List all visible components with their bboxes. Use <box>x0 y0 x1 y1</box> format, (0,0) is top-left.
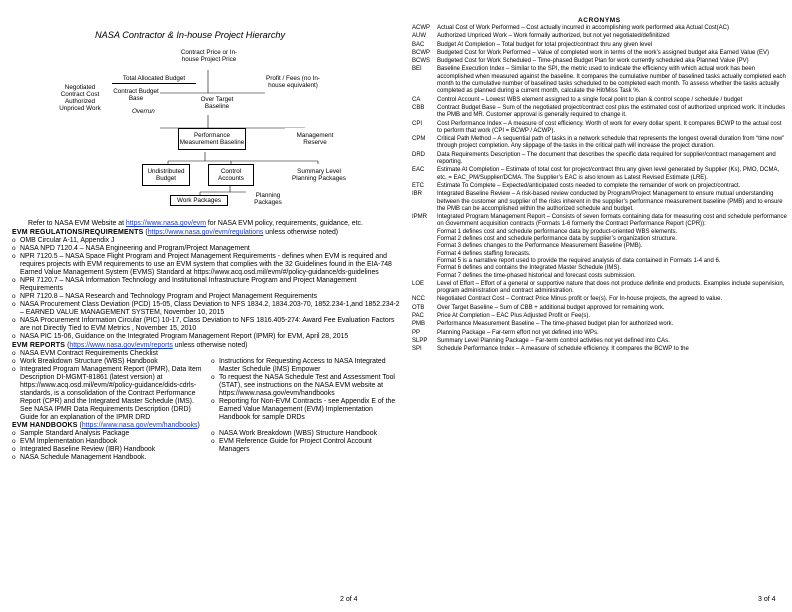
page-number-right: 3 of 4 <box>758 596 776 603</box>
acronym-definition: Budget At Completion – Total budget for total project/contract thru any given level <box>437 41 653 48</box>
handbooks-list-right <box>211 430 400 462</box>
acronym-row <box>412 152 788 167</box>
control-accounts-box: Control Accounts <box>208 164 254 186</box>
acronym-definition: Performance Measurement Baseline – The time-phased budget plan for authorized work. <box>437 321 674 328</box>
acronym-row <box>412 330 788 337</box>
reports-list-left <box>12 350 207 422</box>
list-item: o NPR 7120.8 – NASA Research and Technology Program and Project Management Requirements <box>12 293 400 301</box>
acronym-definition: Estimate To Complete – Expected/anticipated costs needed to complete the remainder of work on project/contract. <box>437 182 741 189</box>
acronym-row <box>412 346 788 353</box>
acronym-definition: Control Account – Lowest WBS element assigned to a single focal point to plan & control scope / schedule / budget <box>437 96 743 103</box>
acronym-row <box>412 305 788 312</box>
acronym-row <box>412 167 788 182</box>
intro-paragraph <box>12 220 400 228</box>
list-item: o Instructions for Requesting Access to NASA Integrated Master Schedule (IMS) Empower <box>211 358 400 374</box>
acronyms-list <box>412 25 788 354</box>
overrun-label: Overrun <box>132 108 155 115</box>
acronym-definition: Actual Cost of Work Performed – Cost actually incurred in accomplishing work performed aka Actual Cost(AC) <box>437 25 730 31</box>
list-item: o Integrated Program Management Report (IPMR), Data Item Description DI-MGMT-81861 (latest version) at https://www.acq.osd.mil/evm/#/policy-guidance/dids-cdrls-standards, is a consolidation of the Contract Performance Report (CPR) and the Integrated Master Schedule (IMS). See NASA IPMR Data Requirements Description (DRD) Guide for an explanation of the IPMR DRD <box>12 366 207 422</box>
over-target-baseline-box: Over Target Baseline <box>194 94 240 112</box>
management-reserve-box: Management Reserve <box>285 128 345 150</box>
acronym-definition: Level of Effort – Effort of a general or supportive nature that does not produce definite end products. Examples include supervision, program administration and contract administration. <box>437 280 785 295</box>
planning-packages-box: Planning Packages <box>246 190 290 208</box>
acronym-term: BEI <box>412 66 422 73</box>
reports-lists <box>12 350 400 422</box>
total-allocated-budget-box: Total Allocated Budget <box>112 73 196 84</box>
profit-fees-box: Profit / Fees (no In-house equivalent) <box>265 68 321 96</box>
acronym-definition: Summary Level Planning Package – Far-term control activities not yet defined into CAs. <box>437 337 670 344</box>
acronym-row <box>412 66 788 95</box>
acronym-definition: Integrated Program Management Report – Consists of seven formats containing data for measuring cost and schedule performance on Government acquisition contracts (Formats 1-6 formerly the Contract Performance Report (CPR)): Format 1 defines cost and schedule performance data by product-oriented WBS elements. Format 2 defines cost and schedule performance data by supplier’s organization structure. Format 3 defines changes to the Performance Measurement Baseline (PMB). Format 4 defines staffing forecasts. Format 5 is a narrative report used to provide the required analysis of data contained in Formats 1-4 and 6. Format 6 defines and contains the Integrated Master Schedule (IMS). Format 7 defines the time-phased historical and forecast costs submission. <box>437 214 787 279</box>
handbooks-list-left <box>12 430 207 462</box>
acronym-term: PMB <box>412 321 426 328</box>
acronym-term: PP <box>412 329 421 336</box>
list-item: o OMB Circular A-11, Appendix J <box>12 237 400 245</box>
acronym-term: CBB <box>412 104 425 111</box>
list-item: o To request the NASA Schedule Test and Assessment Tool (STAT), see instructions on the NASA EVM website at https://www.nasa.gov/evm/handbooks <box>211 374 400 398</box>
acronym-row <box>412 296 788 303</box>
list-item: o EVM Reference Guide for Project Control Account Managers <box>211 438 400 454</box>
acronym-term: BAC <box>412 41 425 48</box>
acronym-term: PAC <box>412 312 424 319</box>
acronym-term: CPI <box>412 120 423 127</box>
work-packages-box: Work Packages <box>170 195 228 206</box>
acronym-row <box>412 338 788 345</box>
acronym-term: AUW <box>412 33 426 40</box>
acronym-definition: Negotiated Contract Cost – Contract Price Minus profit or fee(s). For In-house projects, the agreed to value. <box>437 296 723 303</box>
acronym-term: BCWS <box>412 58 430 65</box>
list-item: o NASA PIC 15-06, Guidance on the Integrated Program Management Report (IPMR) for EVM, April 28, 2015 <box>12 333 400 341</box>
acronym-term: BCWP <box>412 49 430 56</box>
acronym-term: SPI <box>412 346 422 353</box>
contract-budget-base-box: Contract Budget Base <box>113 88 159 102</box>
diagram-title: NASA Contractor & In-house Project Hierarchy <box>95 30 286 40</box>
list-item: o NASA NPD 7120.4 – NASA Engineering and Program/Project Management <box>12 245 400 253</box>
acronym-row <box>412 281 788 296</box>
list-item: o NASA Procurement Class Deviation (PCD) 15-05, Class Deviation to NFS 1834.2, 1834.203-70, 1852.234-1,and 1852.234-2 – EARNED VALUE MANAGEMENT SYSTEM, November 10, 2015 <box>12 301 400 317</box>
acronym-term: NCC <box>412 296 425 303</box>
acronym-term: ACWP <box>412 25 430 31</box>
acronym-row <box>412 42 788 49</box>
regulations-title: EVM REGULATIONS/REQUIREMENTS <box>12 229 144 236</box>
handbooks-link[interactable]: https://www.nasa.gov/evm/handbooks <box>81 422 198 429</box>
acronym-term: ETC <box>412 182 424 189</box>
acronym-row <box>412 50 788 57</box>
list-item: o Work Breakdown Structure (WBS) Handbook <box>12 358 207 366</box>
acronym-row <box>412 33 788 40</box>
intro-text: Refer to NASA EVM Website at <box>28 220 126 227</box>
list-item: o NASA Work Breakdown (WBS) Structure Handbook <box>211 430 400 438</box>
list-item: o Integrated Baseline Review (IBR) Handbook <box>12 446 207 454</box>
page-number-left: 2 of 4 <box>340 596 358 603</box>
acronym-row <box>412 105 788 120</box>
evm-website-link[interactable]: https://www.nasa.gov/evm <box>125 220 206 227</box>
acronym-term: EAC <box>412 167 425 174</box>
intro-text-post: for NASA EVM policy, requirements, guidance, etc. <box>205 220 363 227</box>
acronym-row <box>412 97 788 104</box>
acronym-term: LOE <box>412 280 425 287</box>
negotiated-cost-box: Negotiated Contract Cost Authorized Unpriced Work <box>57 76 103 120</box>
acronym-term: DRD <box>412 151 425 158</box>
acronym-definition: Estimate At Completion – Estimate of total cost for project/contract thru any given level generated by Supplier (Ks), PMO, DCMA, etc. = EAC_PM/Supplier/DCMA. The Supplier’s EAC is also known as Latest Revised Estimate (LRE). <box>437 167 780 181</box>
acronym-definition: Baseline Execution Index – Similar to the SPI, the metric used to indicate the efficiency with which actual work has been accomplished when measured against the baseline. It compares the cumulative number of baselined tasks actually completed each month to the cumulative number of baselined tasks scheduled to be completed each month. To assess whether the tasks actually completed as planned during a current month, calculate the Hit/Miss Task %. <box>437 66 786 95</box>
reports-list-right <box>211 350 400 422</box>
list-item: o Sample Standard Analysis Package <box>12 430 207 438</box>
acronym-definition: Data Requirements Description – The document that describes the specific data required for supplier/contract management and reporting. <box>437 151 776 166</box>
list-item: o NASA EVM Contract Requirements Checklist <box>12 350 207 358</box>
acronym-definition: Contract Budget Base – Sum of the negotiated project/contract cost plus the estimated cost of authorized unpriced work. It includes the PMB and MR. Customer approval is generally required to change it. <box>437 104 786 119</box>
acronym-definition: Critical Path Method – A sequential path of tasks in a network schedule that represents the longest overall duration from “time now” through project completion. Any slippage of the tasks in the critical path will increase the project duration. <box>437 136 785 150</box>
acronyms-title: ACRONYMS <box>578 17 621 24</box>
handbooks-lists <box>12 430 400 462</box>
acronym-row <box>412 121 788 136</box>
regulations-list <box>12 237 400 341</box>
acronym-term: IBR <box>412 191 423 198</box>
acronym-row <box>412 136 788 151</box>
acronym-term: SLPP <box>412 337 428 344</box>
acronym-term: CA <box>412 96 421 103</box>
list-item: o NPR 7120.5 – NASA Space Flight Program and Project Management Requirements - defines when EVM is required and requires projects with EVM requirements to use an EVM system that complies with the 32 Guidelines found in the EIA-748 Earned Value Management System (EVMS) Standard at https://www.acq.osd.mil/evm/#/policy-guidance/ds-guidelines <box>12 253 400 277</box>
acronym-definition: Over Target Baseline – Sum of CBB + additional budget approved for remaining work. <box>437 304 665 311</box>
acronym-definition: Integrated Baseline Review – A risk-based review conducted by Program/Project Management to ensure mutual understanding between the customer and supplier of the risks inherent in the supplier’s performance measurement baseline (PMB) and to ensure the PMB can be accomplished within the authorized schedule and budget. <box>437 191 783 212</box>
acronym-definition: Cost Performance Index – A measure of cost efficiency. Worth of work for every dollar spent. It compares BCWP to the actual cost to perform that work (CPI = BCWP / ACWP). <box>437 120 782 134</box>
pmb-box: Performance Measurement Baseline <box>178 128 246 150</box>
acronym-term: OTB <box>412 304 425 311</box>
references-column <box>12 220 400 462</box>
acronym-row <box>412 183 788 190</box>
acronym-definition: Budgeted Cost for Work Performed – Value of completed work in terms of the work’s assigned budget aka Earned Value (EV) <box>437 49 770 56</box>
acronym-definition: Price At Completion – EAC Plus Adjusted Profit or Fee(s). <box>437 312 591 319</box>
list-item: o NASA Procurement Information Circular (PIC) 10-17, Class Deviation to NFS 1816.405-274: Award Fee Evaluation Factors are not Directly Tied to EVM Metrics , November 15, 2010 <box>12 317 400 333</box>
acronym-term: CPM <box>412 136 426 143</box>
acronym-row <box>412 321 788 328</box>
reports-note: unless otherwise noted) <box>172 342 248 349</box>
acronym-row <box>412 313 788 320</box>
handbooks-heading: EVM HANDBOOKS (https://www.nasa.gov/evm/handbooks) <box>12 422 200 429</box>
slpp-box: Summary Level Planning Packages <box>291 164 347 186</box>
reports-title: EVM REPORTS <box>12 342 66 349</box>
acronym-definition: Schedule Performance Index – A measure of schedule efficiency. It compares the BCWP to the <box>437 346 689 353</box>
regulations-heading: EVM REGULATIONS/REQUIREMENTS (https://www.nasa.gov/evm/regulations unless otherwise noted) <box>12 229 339 236</box>
acronym-term: IPMR <box>412 214 427 221</box>
undistributed-budget-box: Undistributed Budget <box>142 164 190 186</box>
reports-heading: EVM REPORTS (https://www.nasa.gov/evm/reports unless otherwise noted) <box>12 342 248 349</box>
regulations-link[interactable]: https://www.nasa.gov/evm/regulations <box>147 229 264 236</box>
handbooks-title: EVM HANDBOOKS <box>12 422 78 429</box>
acronym-definition: Planning Package – Far-term effort not yet defined into WPs. <box>437 329 599 336</box>
list-item: o NASA Schedule Management Handbook. <box>12 454 207 462</box>
list-item: o EVM Implementation Handbook <box>12 438 207 446</box>
acronym-row <box>412 25 788 32</box>
list-item: o NPR 7120.7 – NASA Information Technology and Institutional Infrastructure Program and Project Management Requirements <box>12 277 400 293</box>
reports-link[interactable]: https://www.nasa.gov/evm/reports <box>69 342 173 349</box>
regulations-note: unless otherwise noted) <box>263 229 339 236</box>
acronym-row <box>412 58 788 65</box>
acronym-row <box>412 191 788 213</box>
acronym-definition: Budgeted Cost for Work Scheduled – Time-phased Budget Plan for work currently scheduled aka Planned Value (PV) <box>437 58 749 65</box>
acronym-row <box>412 214 788 280</box>
acronym-definition: Authorized Unpriced Work – Work formally authorized, but not yet negotiated/definitized <box>437 33 670 40</box>
list-item: o Reporting for Non-EVM Contracts - see Appendix E of the Earned Value Management (EVM) Implementation Handbook for sample DRDs <box>211 398 400 422</box>
contract-price-box: Contract Price or In-house Project Price <box>176 42 242 70</box>
